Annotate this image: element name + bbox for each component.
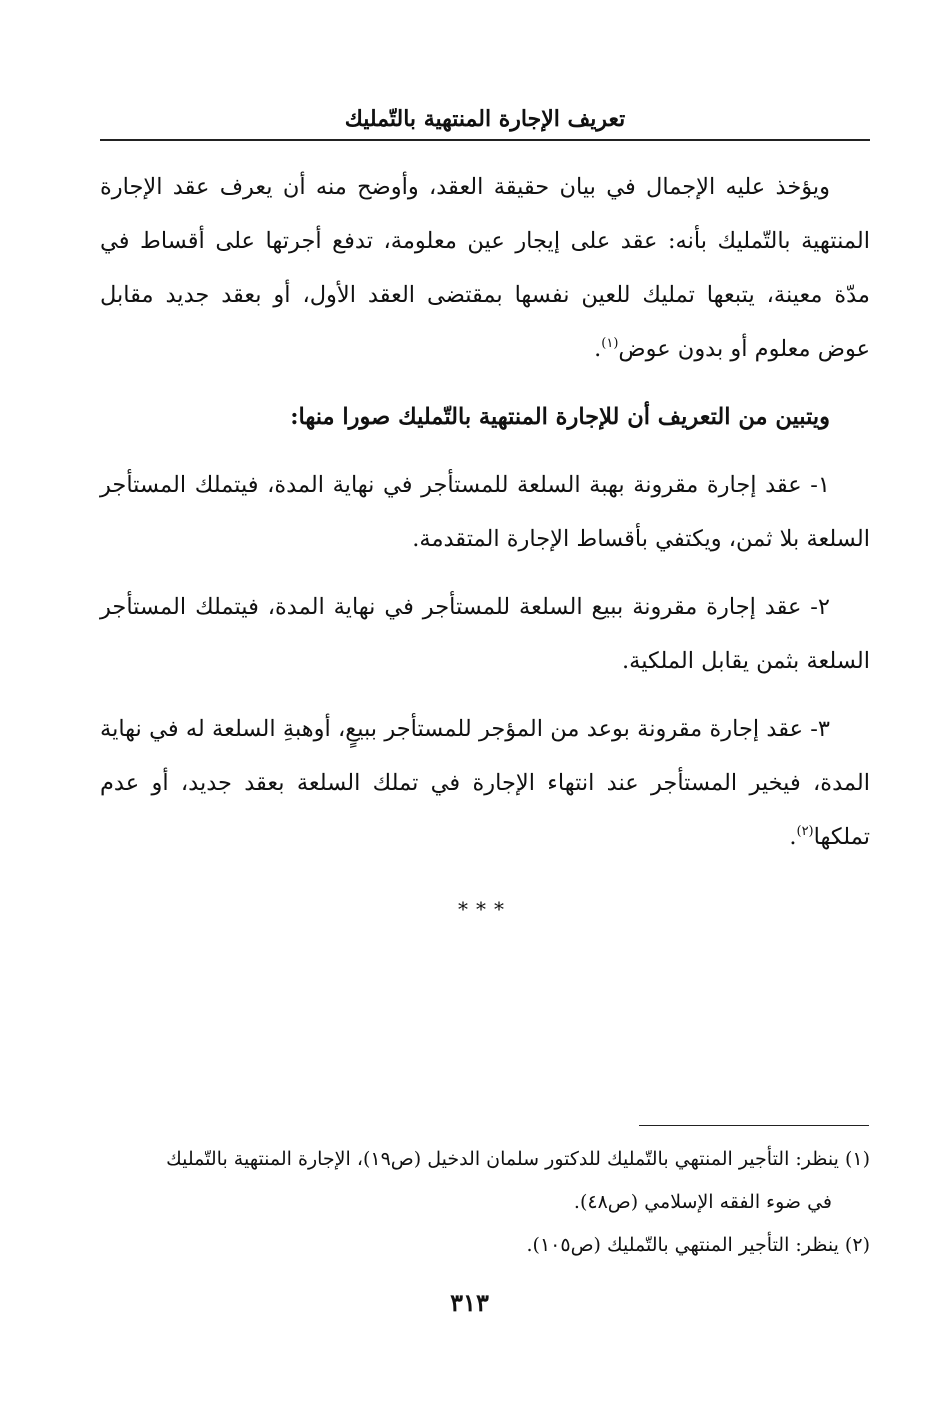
running-head: تعريف الإجارة المنتهية بالتّمليك — [344, 106, 626, 132]
header-rule — [100, 139, 870, 141]
footnote-1: (١) ينظر: التأجير المنتهي بالتّمليك للدكتور سلمان الدخيل (ص١٩)، الإجارة المنتهية بالتّمليك — [166, 1148, 870, 1170]
paragraph-definition-end: . — [594, 336, 602, 362]
list-item-3-text: ٣- عقد إجارة مقرونة بوعد من المؤجر للمستأجر ببيعٍ، أوهبةِ السلعة له في نهاية المدة، فيخير المستأجر عند انتهاء الإجارة في تملك السلعة بعقد جديد، أو عدم تملكها — [100, 716, 870, 850]
footnote-ref-1[interactable]: (١) — [601, 336, 619, 351]
footnote-rule — [639, 1125, 869, 1126]
list-item-2: ٢- عقد إجارة مقرونة ببيع السلعة للمستأجر في نهاية المدة، فيتملك المستأجر السلعة بثمن يقابل الملكية. — [100, 594, 870, 674]
list-item-3 — [100, 702, 870, 864]
paragraph-definition-text: ويؤخذ عليه الإجمال في بيان حقيقة العقد، وأوضح منه أن يعرف عقد الإجارة المنتهية بالتّمليك بأنه: عقد على إيجار عين معلومة، تدفع أجرتها على أقساط في مدّة معينة، يتبعها تمليك للعين نفسها بمقتضى العقد الأول، أو بعقد جديد مقابل عوض معلوم أو بدون عوض — [100, 174, 870, 362]
list-item-3-end: . — [789, 824, 797, 850]
footnote-2: (٢) ينظر: التأجير المنتهي بالتّمليك (ص١٠٥). — [526, 1234, 870, 1256]
list-item-1: ١- عقد إجارة مقرونة بهبة السلعة للمستأجر في نهاية المدة، فيتملك المستأجر السلعة بلا ثمن، ويكتفي بأقساط الإجارة المتقدمة. — [100, 472, 870, 552]
footnote-ref-2[interactable]: (٢) — [796, 824, 814, 839]
paragraph-forms-intro: ويتبين من التعريف أن للإجارة المنتهية بالتّمليك صورا منها: — [290, 404, 830, 430]
footnotes — [100, 1138, 870, 1267]
paragraph-definition — [100, 160, 870, 376]
body-text — [100, 160, 870, 936]
page-number: ٣١٣ — [450, 1288, 489, 1317]
footnote-1-continuation: في ضوء الفقه الإسلامي (ص٤٨). — [573, 1191, 832, 1213]
section-separator-stars: *** — [458, 897, 512, 921]
